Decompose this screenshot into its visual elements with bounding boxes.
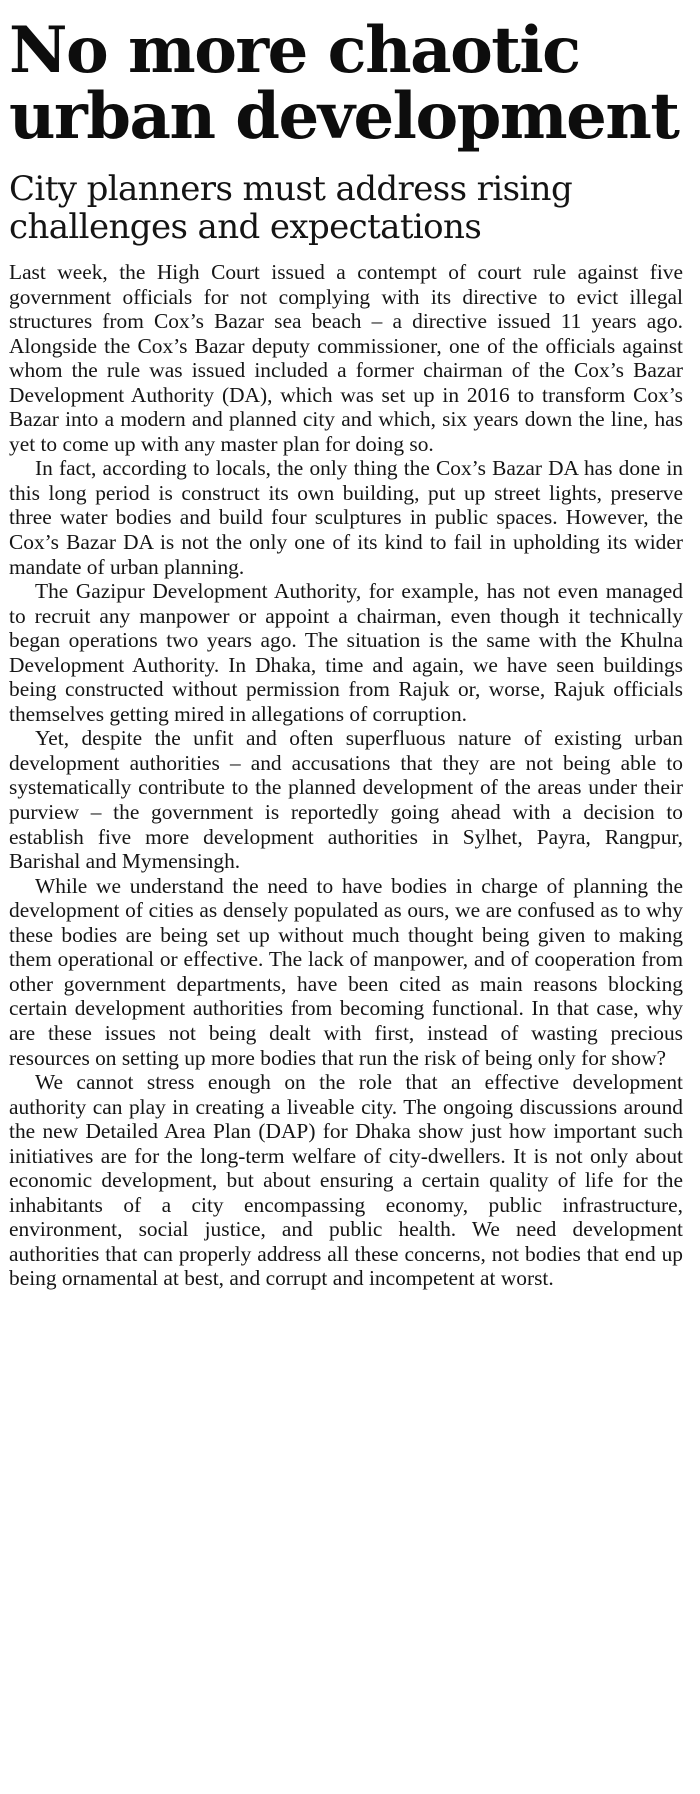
paragraph-2: In fact, according to locals, the only thing the Cox’s Bazar DA has done in this long period is construct its own building, put up street lights, preserve three water bodies and build four sculptures in public spaces. However, the Cox’s Bazar DA is not the only one of its kind to fail in upholding its wider mandate of urban planning. — [9, 456, 683, 579]
paragraph-5: While we understand the need to have bodies in charge of planning the development of cities as densely populated as ours, we are confused as to why these bodies are being set up without much thought being given to making them operational or effective. The lack of manpower, and of cooperation from other government departments, have been cited as main reasons blocking certain development authorities from becoming functional. In that case, why are these issues not being dealt with first, instead of wasting precious resources on setting up more bodies that run the risk of being only for show? — [9, 873, 683, 1070]
paragraph-6: We cannot stress enough on the role that an effective development authority can play in creating a liveable city. The ongoing discussions around the new Detailed Area Plan (DAP) for Dhaka show just how important such initiatives are for the long-term welfare of city-dwellers. It is not only about economic development, but about ensuring a certain quality of life for the inhabitants of a city encompassing economy, public infrastructure, environment, social justice, and public health. We need development authorities that can properly address all these concerns, not bodies that end up being ornamental at best, and corrupt and incompetent at worst. — [9, 1070, 683, 1291]
paragraph-3: The Gazipur Development Authority, for example, has not even managed to recruit any manpower or appoint a chairman, even though it technically began operations two years ago. The situation is the same with the Khulna Development Authority. In Dhaka, time and again, we have seen buildings being constructed without permission from Rajuk or, worse, Rajuk officials themselves getting mired in allegations of corruption. — [9, 579, 683, 726]
headline-line-2: urban development — [9, 79, 679, 154]
headline-line-1: No more chaotic — [9, 13, 580, 88]
headline — [9, 13, 683, 154]
paragraph-1: Last week, the High Court issued a contempt of court rule against five government officials for not complying with its directive to evict illegal structures from Cox’s Bazar sea beach – a directive issued 11 years ago. Alongside the Cox’s Bazar deputy commissioner, one of the officials against whom the rule was issued included a former chairman of the Cox’s Bazar Development Authority (DA), which was set up in 2016 to transform Cox’s Bazar into a modern and planned city and which, six years down the line, has yet to come up with any master plan for doing so. — [9, 260, 683, 456]
subheadline-line-2: challenges and expectations — [9, 207, 482, 247]
article-body — [9, 260, 683, 1291]
subheadline — [9, 170, 683, 246]
paragraph-4: Yet, despite the unfit and often superfluous nature of existing urban development authorities – and accusations that they are not being able to systematically contribute to the planned development of the areas under their purview – the government is reportedly going ahead with a decision to establish five more development authorities in Sylhet, Payra, Rangpur, Barishal and Mymensingh. — [9, 726, 683, 874]
editorial-article — [9, 13, 683, 1291]
subheadline-line-1: City planners must address rising — [9, 169, 573, 209]
